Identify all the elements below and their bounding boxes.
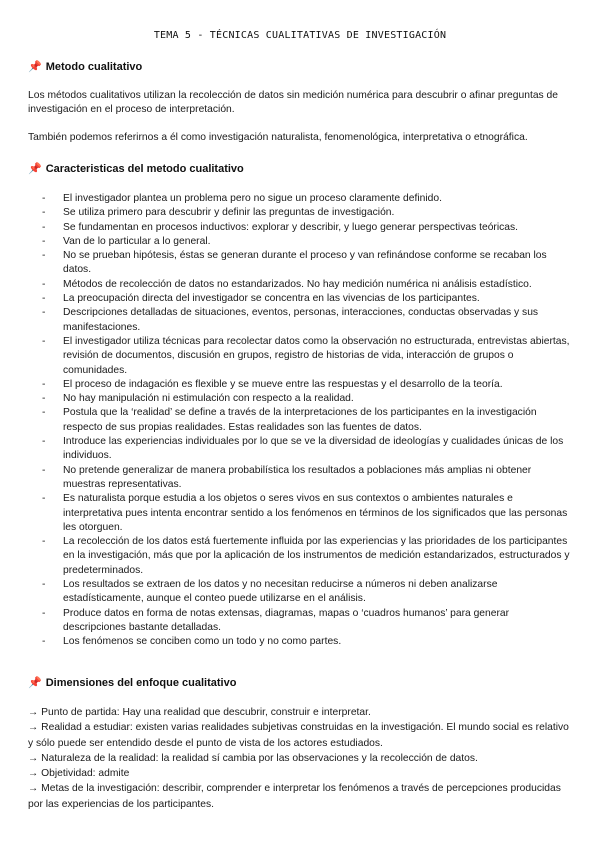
list-item: → Realidad a estudiar: existen varias realidades subjetivas construidas en la investigación. El mundo social es relativo y sólo puede ser entendido desde el punto de vista de los actores estudiados. xyxy=(28,722,569,749)
list-item: - Introduce las experiencias individuales por lo que se ve la diversidad de ideologías y cualidades únicas de los individuos. xyxy=(42,436,564,462)
list-item: - Se utiliza primero para descubrir y definir las preguntas de investigación. xyxy=(42,207,395,219)
list-item: - La recolección de los datos está fuertemente influida por las experiencias y las prioridades de los participantes en la investigación, más que por la aplicación de los instrumentos de medición estandarizados, estructurados y predeterminados. xyxy=(42,536,570,576)
list-item: → Punto de partida: Hay una realidad que descubrir, construir e interpretar. xyxy=(28,707,371,718)
section-heading-caracteristicas: 📌 Caracteristicas del metodo cualitativo xyxy=(28,163,244,175)
list-item: - Es naturalista porque estudia a los objetos o seres vivos en sus contextos o ambientes naturales e interpretativa pues intenta encontrar sentido a los fenómenos en términos de los significados que las personas les otorguen. xyxy=(42,493,568,533)
list-item: - El investigador plantea un problema pero no sigue un proceso claramente definido. xyxy=(42,193,442,204)
dimensiones-list xyxy=(28,705,576,812)
list-item: - La preocupación directa del investigador se concentra en las vivencias de los participantes. xyxy=(42,293,480,305)
list-item: - Descripciones detalladas de situaciones, eventos, personas, interacciones, conductas observadas y sus manifestaciones. xyxy=(42,307,539,333)
list-item: - Postula que la ‘realidad’ se define a través de la interpretaciones de los participantes en la investigación respecto de sus propias realidades. Estas realidades son las fuentes de datos. xyxy=(42,407,537,433)
list-item: - No hay manipulación ni estimulación con respecto a la realidad. xyxy=(42,393,354,405)
page-title: TEMA 5 - TÉCNICAS CUALITATIVAS DE INVESTIGACIÓN xyxy=(153,30,447,41)
list-item: → Objetividad: admite xyxy=(28,768,130,780)
list-item: - Van de lo particular a lo general. xyxy=(42,235,211,247)
list-item: - No pretende generalizar de manera probabilística los resultados a poblaciones más amplias ni obtener muestras representativas. xyxy=(42,464,532,490)
list-item: - Produce datos en forma de notas extensas, diagramas, mapas o ‘cuadros humanos’ para generar descripciones bastante detalladas. xyxy=(42,607,510,633)
list-item: → Metas de la investigación: describir, comprender e interpretar los fenómenos a través de percepciones producidas por las experiencias de los participantes. xyxy=(28,783,561,810)
list-item: - Los fenómenos se conciben como un todo y no como partes. xyxy=(42,636,342,648)
caracteristicas-list xyxy=(28,192,573,650)
paragraph-sinonimos: También podemos referirnos a él como investigación naturalista, fenomenológica, interpretativa o etnográfica. xyxy=(28,132,528,143)
list-item: - Los resultados se extraen de los datos y no necesitan reducirse a números ni deben analizarse estadísticamente, aunque el conteo puede utilizarse en el análisis. xyxy=(42,579,498,605)
list-item: - Métodos de recolección de datos no estandarizados. No hay medición numérica ni análisis estadístico. xyxy=(42,278,532,290)
list-item: - El investigador utiliza técnicas para recolectar datos como la observación no estructurada, entrevistas abiertas, revisión de documentos, discusión en grupos, registro de historias de vida, interacción de grupos o comunidades. xyxy=(42,335,570,376)
pushpin-icon: 📌 xyxy=(28,677,42,689)
list-item: - No se prueban hipótesis, éstas se generan durante el proceso y van refinándose conforme se recaban los datos. xyxy=(42,250,547,276)
section-heading-dimensiones: 📌 Dimensiones del enfoque cualitativo xyxy=(28,677,237,689)
list-item: - El proceso de indagación es flexible y se mueve entre las respuestas y el desarrollo de la teoría. xyxy=(42,378,503,390)
list-item: - Se fundamentan en procesos inductivos: explorar y describir, y luego generar perspectivas teóricas. xyxy=(42,221,519,233)
paragraph-definicion: Los métodos cualitativos utilizan la recolección de datos sin medición numérica para descubrir o afinar preguntas de investigación en el proceso de interpretación. xyxy=(28,90,559,115)
pushpin-icon: 📌 xyxy=(28,163,42,175)
pushpin-icon: 📌 xyxy=(28,61,42,73)
list-item: → Naturaleza de la realidad: la realidad sí cambia por las observaciones y la recolección de datos. xyxy=(28,752,478,764)
section-heading-metodo: 📌 Metodo cualitativo xyxy=(28,61,143,73)
